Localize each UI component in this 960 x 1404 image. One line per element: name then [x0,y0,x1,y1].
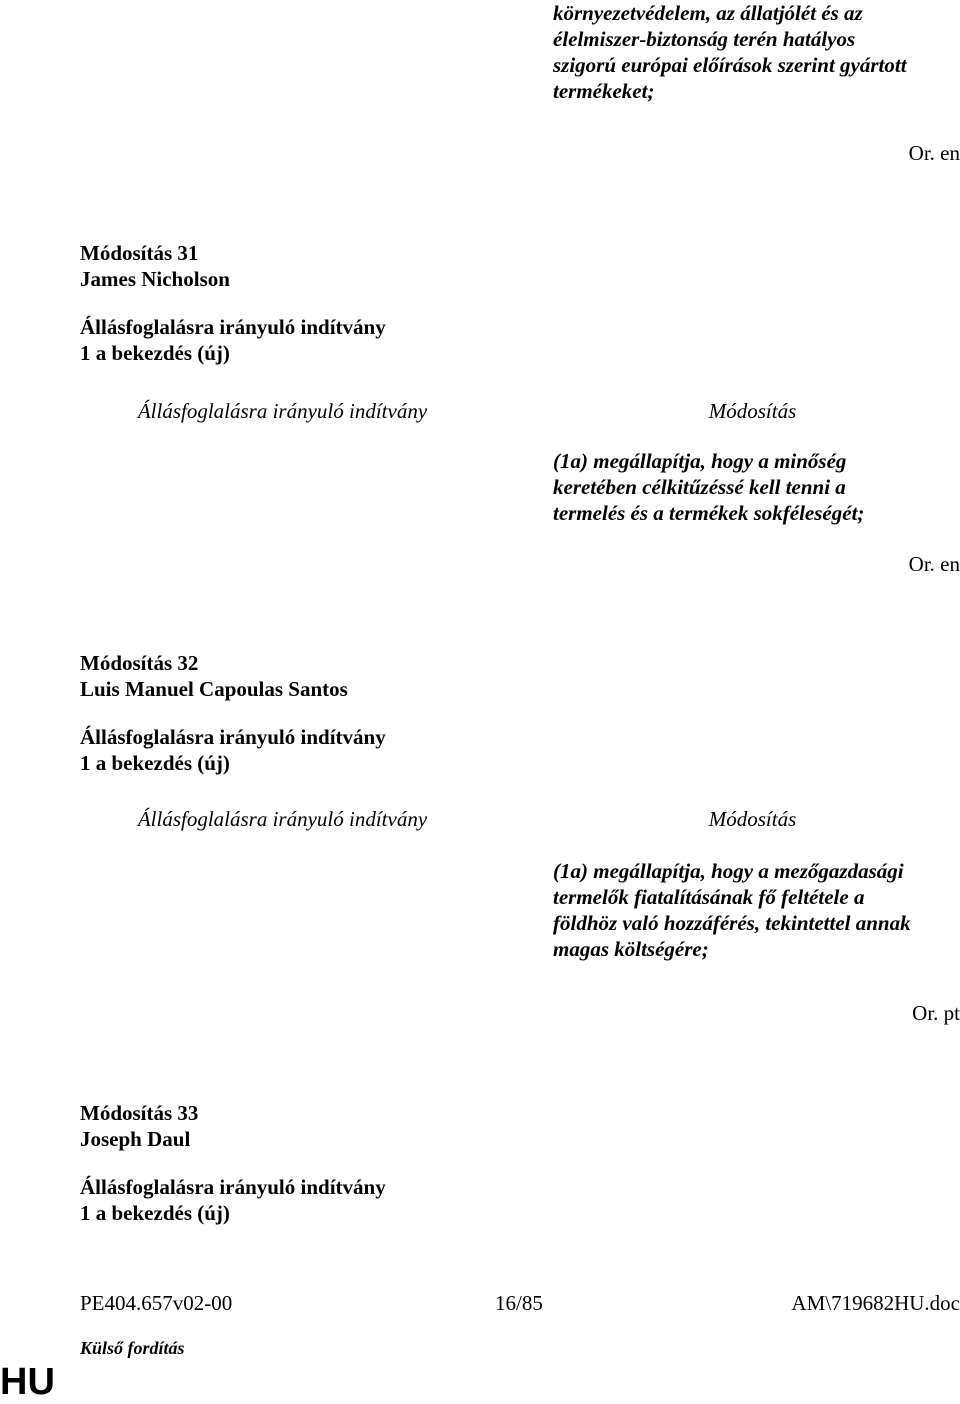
text-line: szigorú európai előírások szerint gyártott [553,53,907,77]
amendment-document: Állásfoglalásra irányuló indítvány [80,1175,386,1199]
original-language: Or. en [908,552,960,576]
amendment-text [553,448,958,526]
amendment-32-block [80,650,386,776]
translation-note: Külső fordítás [80,1338,185,1358]
text-line: termelők fiatalításának fő feltétele a [553,885,865,909]
amendment-document: Állásfoglalásra irányuló indítvány [80,725,386,749]
text-line: keretében célkitűzéssé kell tenni a [553,475,846,499]
page-footer [80,1290,960,1316]
amendment-paragraph: 1 a bekezdés (új) [80,751,230,775]
text-line: (1a) megállapítja, hogy a minőség [553,449,847,473]
text-line: termelés és a termékek sokféleségét; [553,501,865,525]
amendment-author: Luis Manuel Capoulas Santos [80,677,348,701]
continued-amendment-text [553,0,958,104]
amendment-number: Módosítás 33 [80,1101,199,1125]
amendment-number: Módosítás 32 [80,651,199,675]
amendment-author: James Nicholson [80,267,230,291]
original-language: Or. en [908,141,960,165]
column-header-amendment: Módosítás [708,807,797,831]
text-line: földhöz való hozzáférés, tekintettel annak [553,911,911,935]
amendment-text [553,858,958,962]
document-reference: PE404.657v02-00 [80,1291,233,1315]
amendment-author: Joseph Daul [80,1127,191,1151]
amendment-number: Módosítás 31 [80,241,199,265]
amendment-document: Állásfoglalásra irányuló indítvány [80,315,386,339]
page-number: 16/85 [495,1291,543,1315]
text-line: környezetvédelem, az állatjólét és az [553,1,863,25]
amendment-31-block [80,240,386,366]
column-header-proposal: Állásfoglalásra irányuló indítvány [137,399,428,423]
original-language: Or. pt [912,1001,960,1025]
text-line: termékeket; [553,79,655,103]
text-line: élelmiszer-biztonság terén hatályos [553,27,856,51]
text-line: magas költségére; [553,937,709,961]
amendment-paragraph: 1 a bekezdés (új) [80,341,230,365]
column-header-proposal: Állásfoglalásra irányuló indítvány [137,807,428,831]
text-line: (1a) megállapítja, hogy a mezőgazdasági [553,859,904,883]
column-header-amendment: Módosítás [708,399,797,423]
amendment-paragraph: 1 a bekezdés (új) [80,1201,230,1225]
amendment-33-block [80,1100,386,1226]
file-name: AM\719682HU.doc [791,1291,960,1315]
language-code: HU [0,1361,55,1403]
